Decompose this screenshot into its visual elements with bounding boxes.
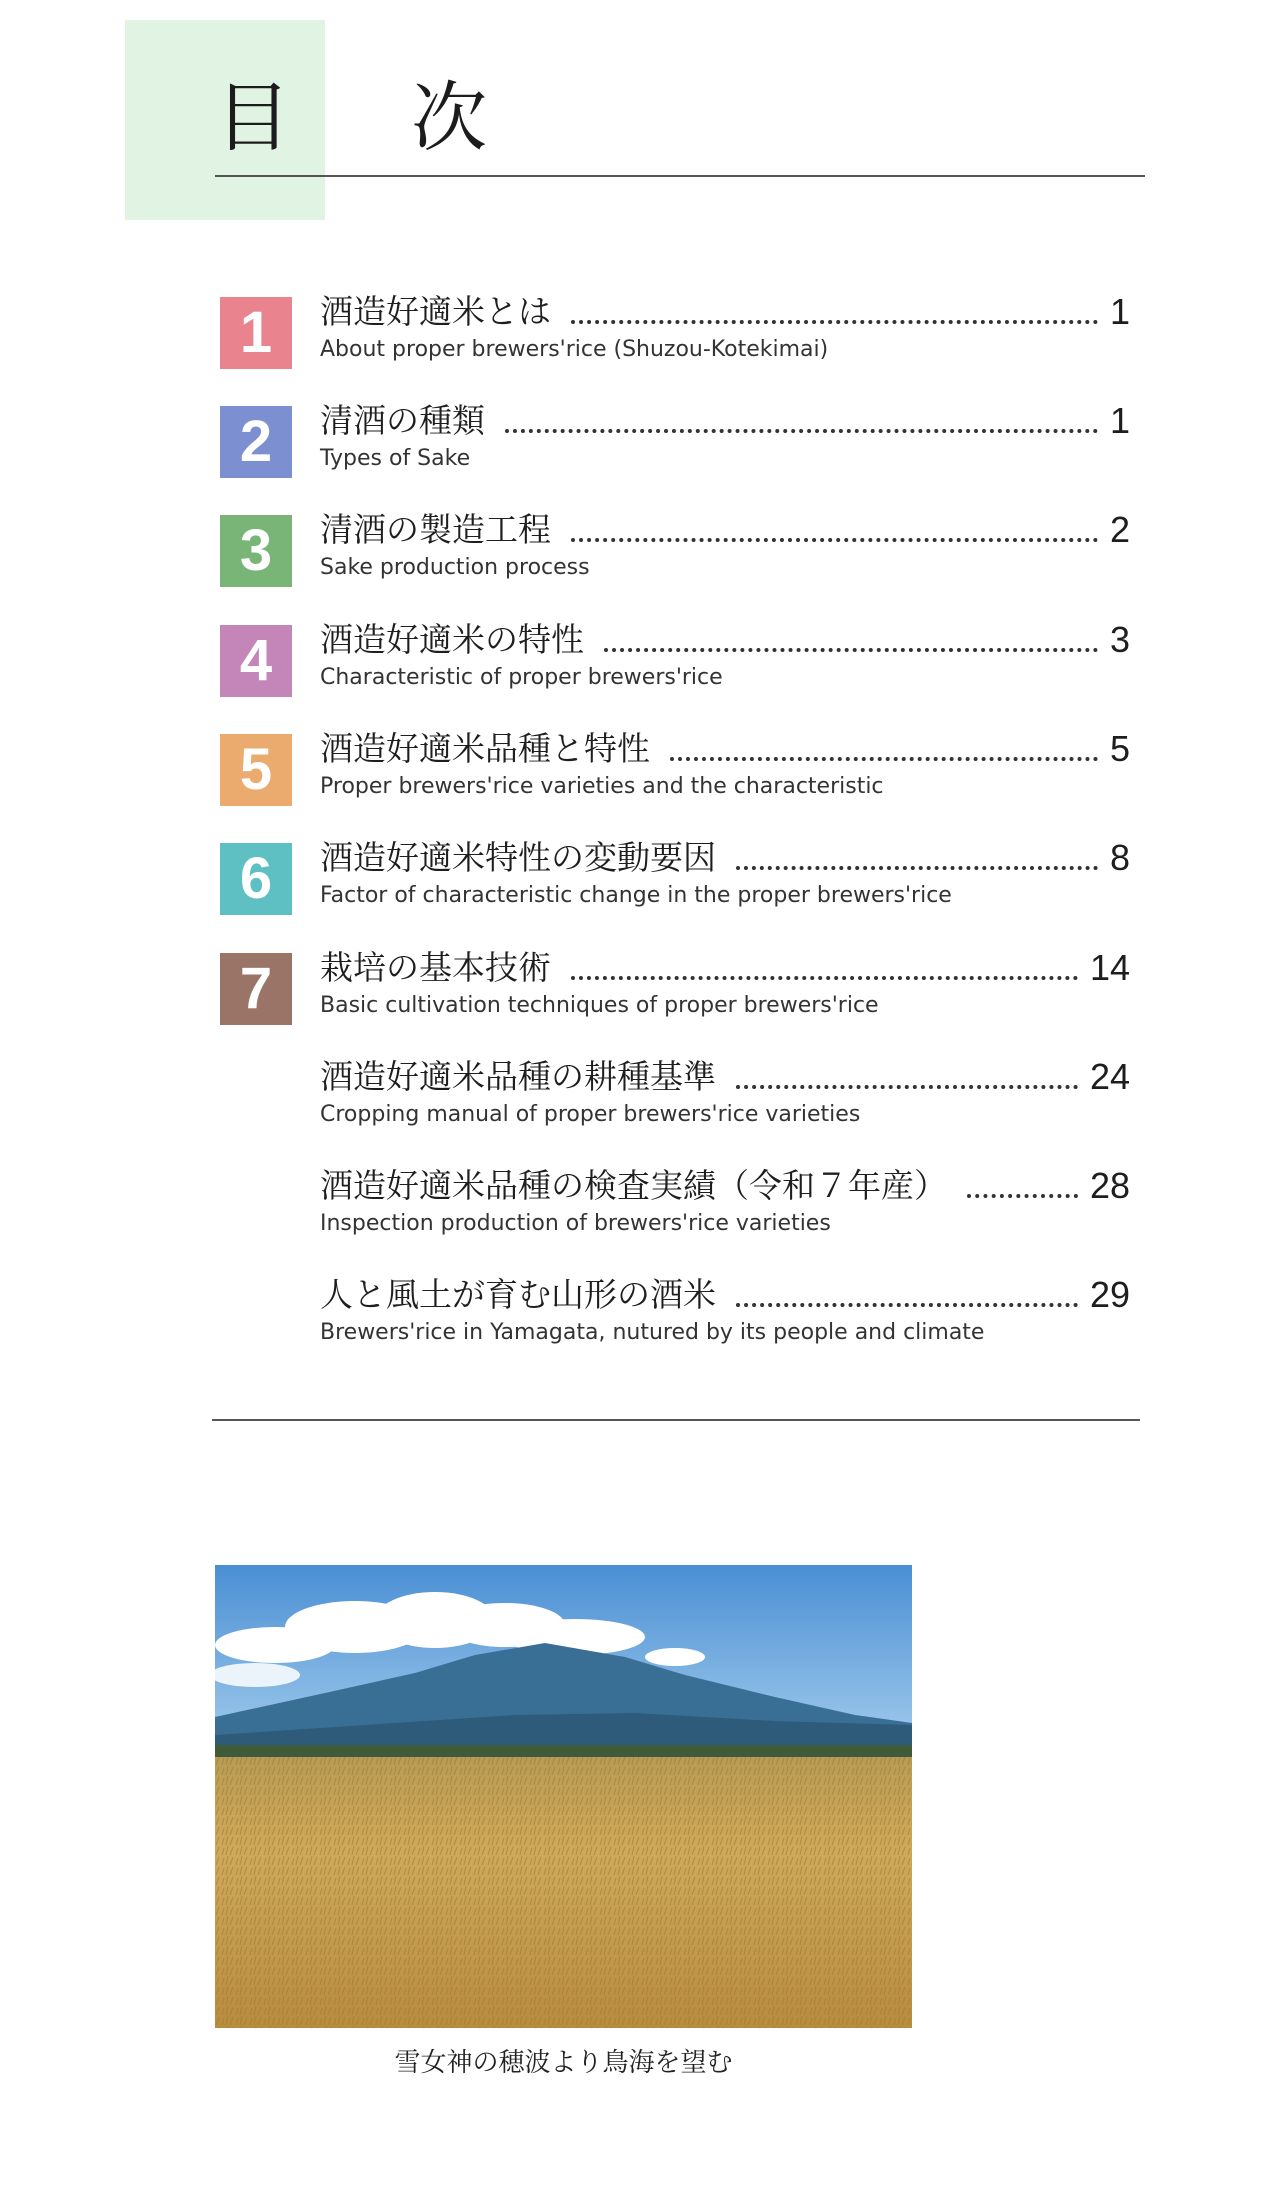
toc-title-jp: 酒造好適米とは: [320, 292, 551, 331]
toc-title-en: Types of Sake: [320, 446, 471, 471]
dot-leader: [571, 538, 1098, 542]
toc-title-en: Inspection production of brewers'rice varieties: [320, 1211, 831, 1236]
landscape-illustration: [215, 1565, 912, 2028]
toc-entry-2[interactable]: [220, 399, 1130, 479]
toc-entry-1[interactable]: [220, 290, 1130, 370]
rice-ears: [215, 1757, 912, 2028]
page-title: 目 次: [215, 73, 536, 162]
dot-leader: [670, 757, 1098, 761]
dot-leader: [604, 648, 1098, 652]
toc-entry-cropping-manual[interactable]: [220, 1055, 1130, 1135]
toc-page-number: 5: [1109, 728, 1130, 769]
tree-line: [215, 1745, 912, 1757]
toc-heading-row: [320, 508, 1130, 552]
chapter-badge-7: 7: [220, 953, 292, 1025]
toc-title-jp: 酒造好適米品種の耕種基準: [320, 1057, 716, 1096]
toc-page-number: 28: [1089, 1165, 1130, 1206]
toc-title-en: Factor of characteristic change in the proper brewers'rice: [320, 883, 952, 908]
toc-heading-row: [320, 399, 1130, 443]
toc-page-number: 8: [1109, 837, 1130, 878]
toc-title-jp: 栽培の基本技術: [320, 948, 551, 987]
toc-title-en: Proper brewers'rice varieties and the characteristic: [320, 774, 884, 799]
chapter-badge-3: 3: [220, 515, 292, 587]
toc-bottom-divider: [212, 1419, 1140, 1421]
chapter-badge-1: 1: [220, 297, 292, 369]
toc-title-jp: 清酒の製造工程: [320, 510, 551, 549]
toc-title-jp: 酒造好適米の特性: [320, 620, 584, 659]
toc-heading-row: [320, 1164, 1130, 1208]
toc-heading-row: [320, 946, 1130, 990]
toc-title-jp: 人と風土が育む山形の酒米: [320, 1275, 716, 1314]
toc-title-en: Cropping manual of proper brewers'rice varieties: [320, 1102, 861, 1127]
toc-heading-row: [320, 1273, 1130, 1317]
toc-page-number: 29: [1089, 1274, 1130, 1315]
chapter-badge-5: 5: [220, 734, 292, 806]
toc-entry-4[interactable]: [220, 618, 1130, 698]
dot-leader: [736, 1085, 1078, 1089]
toc-page-number: 14: [1089, 947, 1130, 988]
dot-leader: [571, 320, 1098, 324]
toc-title-en: Basic cultivation techniques of proper brewers'rice: [320, 993, 879, 1018]
toc-entry-5[interactable]: [220, 727, 1130, 807]
toc-title-en: About proper brewers'rice (Shuzou-Kotekimai): [320, 337, 829, 362]
toc-entry-7[interactable]: [220, 946, 1130, 1026]
toc-heading-row: [320, 618, 1130, 662]
dot-leader: [736, 1303, 1078, 1307]
toc-title-en: Brewers'rice in Yamagata, nutured by its people and climate: [320, 1320, 985, 1345]
toc-page-number: 1: [1109, 291, 1130, 332]
toc-entry-inspection[interactable]: [220, 1164, 1130, 1244]
toc-entry-6[interactable]: [220, 836, 1130, 916]
toc-page-number: 1: [1109, 400, 1130, 441]
title-divider: [215, 175, 1145, 177]
toc-heading-row: [320, 727, 1130, 771]
chapter-badge-6: 6: [220, 843, 292, 915]
rice-field-photo: [215, 1565, 912, 2028]
toc-title-en: Sake production process: [320, 555, 590, 580]
toc-page-number: 2: [1109, 509, 1130, 550]
toc-title-en: Characteristic of proper brewers'rice: [320, 665, 723, 690]
toc-title-jp: 酒造好適米品種の検査実績（令和７年産）: [320, 1166, 947, 1205]
toc-heading-row: [320, 1055, 1130, 1099]
toc-title-jp: 酒造好適米品種と特性: [320, 729, 650, 768]
toc-entry-yamagata[interactable]: [220, 1273, 1130, 1353]
dot-leader: [736, 866, 1098, 870]
toc-title-jp: 清酒の種類: [320, 401, 485, 440]
toc-heading-row: [320, 290, 1130, 334]
chapter-badge-2: 2: [220, 406, 292, 478]
chapter-badge-4: 4: [220, 625, 292, 697]
dot-leader: [505, 429, 1098, 433]
dot-leader: [967, 1194, 1078, 1198]
toc-page-number: 24: [1089, 1056, 1130, 1097]
toc-heading-row: [320, 836, 1130, 880]
photo-caption: 雪女神の穂波より鳥海を望む: [394, 2048, 733, 2078]
toc-entry-3[interactable]: [220, 508, 1130, 588]
dot-leader: [571, 976, 1078, 980]
toc-page-number: 3: [1109, 619, 1130, 660]
toc-title-jp: 酒造好適米特性の変動要因: [320, 838, 716, 877]
